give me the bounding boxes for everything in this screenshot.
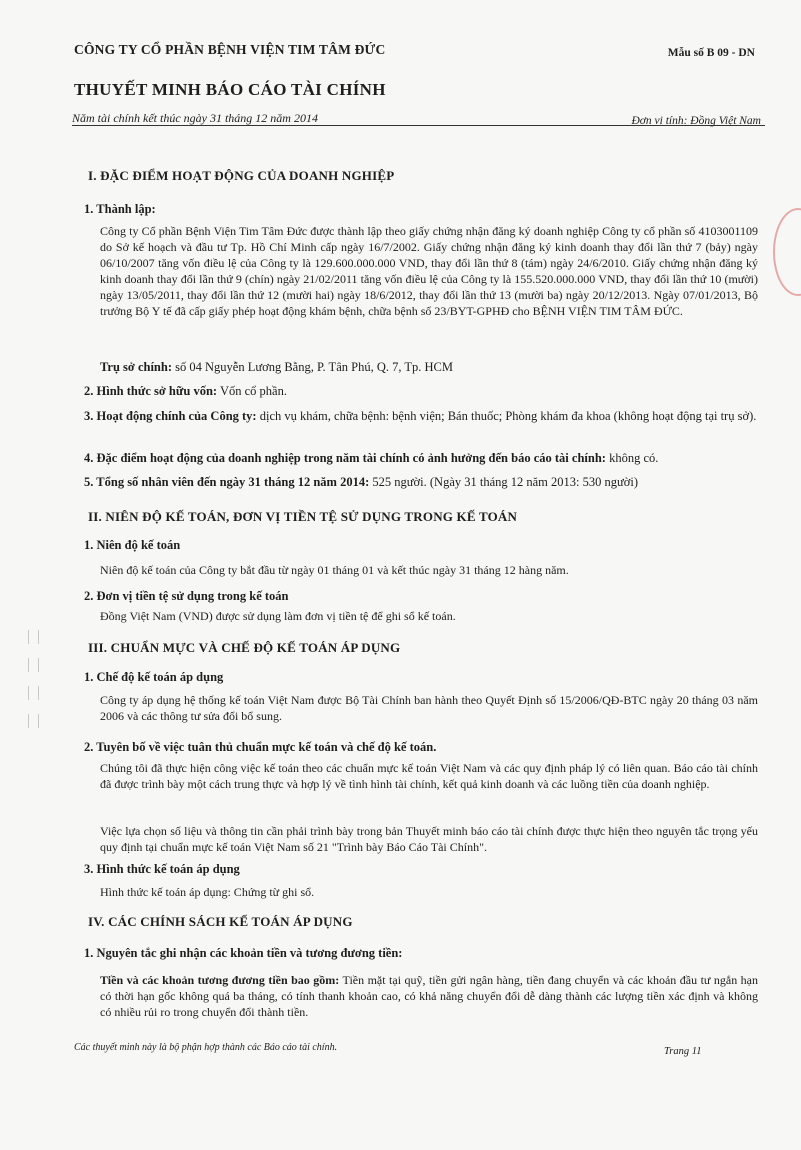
employees-label: 5. Tổng số nhân viên đến ngày 31 tháng 12 năm 2014: bbox=[84, 475, 370, 489]
margin-mark bbox=[28, 658, 39, 672]
paragraph-3-2b: Việc lựa chọn số liệu và thông tin cần phải trình bày trong bản Thuyết minh báo cáo tài chính được thực hiện theo nguyên tắc trọng yếu quy định tại chuẩn mực kế toán Việt Nam số 21 "Trình bày Báo Cáo Tài Chính". bbox=[100, 824, 758, 854]
header-divider bbox=[72, 125, 765, 126]
subheading-3-3: 3. Hình thức kế toán áp dụng bbox=[84, 862, 240, 876]
cash-equivalents-paragraph bbox=[100, 972, 758, 1020]
operation-features-line bbox=[84, 450, 758, 467]
subheading-3-2: 2. Tuyên bố về việc tuân thủ chuẩn mực kế toán và chế độ kế toán. bbox=[84, 740, 437, 754]
paragraph-3-1: Công ty áp dụng hệ thống kế toán Việt Nam được Bộ Tài Chính ban hành theo Quyết Định số 15/2006/QĐ-BTC ngày 20 tháng 03 năm 2006 và các thông tư sửa đổi bổ sung. bbox=[100, 693, 758, 723]
red-stamp-edge bbox=[773, 208, 801, 296]
main-activity-label: 3. Hoạt động chính của Công ty: bbox=[84, 409, 257, 423]
page-number: Trang 11 bbox=[664, 1046, 702, 1057]
paragraph-3-3: Hình thức kế toán áp dụng: Chứng từ ghi sổ. bbox=[100, 885, 315, 899]
subheading-1-1: 1. Thành lập: bbox=[84, 202, 156, 216]
paragraph-1-1: Công ty Cổ phần Bệnh Viện Tim Tâm Đức được thành lập theo giấy chứng nhận đăng ký doanh nghiệp Công ty cổ phần số 4103001109 do Sở kế hoạch và đầu tư Tp. Hồ Chí Minh cấp ngày 16/7/2002. Giấy chứng nhận đăng ký kinh doanh thay đổi lần thứ 7 (bảy) ngày 06/10/2007 tăng vốn điều lệ của Công ty là 129.600.000.000 VND, thay đổi lần thứ 8 (tám) ngày 24/6/2010. Giấy chứng nhận đăng ký kinh doanh thay đổi lần thứ 9 (chín) ngày 21/02/2011 tăng vốn điều lệ của Công ty là 155.520.000.000 VND, thay đổi lần thứ 10 (mười) ngày 13/05/2011, thay đổi lần thứ 12 (mười hai) ngày 18/6/2012, thay đổi lần thứ 13 (mười ba) ngày 20/12/2013. Ngày 07/01/2013, Bộ trưởng Bộ Y tế đã cấp giấy phép hoạt động khám bệnh, chữa bệnh số 23/BYT-GPHĐ cho BỆNH VIỆN TIM TÂM ĐỨC. bbox=[100, 224, 758, 318]
document-title: THUYẾT MINH BÁO CÁO TÀI CHÍNH bbox=[74, 80, 386, 99]
footer-note: Các thuyết minh này là bộ phận hợp thành các Báo cáo tài chính. bbox=[74, 1042, 338, 1053]
head-office-line bbox=[100, 359, 758, 376]
employees-line bbox=[84, 474, 758, 491]
section-heading-4: IV. CÁC CHÍNH SÁCH KẾ TOÁN ÁP DỤNG bbox=[88, 914, 353, 929]
head-office-label: Trụ sở chính: bbox=[100, 360, 172, 374]
paragraph-2-1: Niên độ kế toán của Công ty bắt đầu từ ngày 01 tháng 01 và kết thúc ngày 31 tháng 12 hàng năm. bbox=[100, 563, 569, 577]
ownership-label: 2. Hình thức sở hữu vốn: bbox=[84, 384, 218, 398]
form-number: Mẫu số B 09 - DN bbox=[667, 47, 755, 59]
section-heading-2: II. NIÊN ĐỘ KẾ TOÁN, ĐƠN VỊ TIỀN TỆ SỬ DỤNG TRONG KẾ TOÁN bbox=[88, 509, 518, 524]
subheading-4-1: 1. Nguyên tắc ghi nhận các khoản tiền và tương đương tiền: bbox=[84, 946, 403, 960]
company-name: CÔNG TY CỔ PHẦN BỆNH VIỆN TIM TÂM ĐỨC bbox=[74, 42, 386, 57]
ownership-line bbox=[84, 383, 758, 400]
section-heading-3: III. CHUẨN MỰC VÀ CHẾ ĐỘ KẾ TOÁN ÁP DỤNG bbox=[88, 640, 401, 655]
fiscal-period: Năm tài chính kết thúc ngày 31 tháng 12 năm 2014 bbox=[72, 111, 318, 125]
employees-value: 525 người. (Ngày 31 tháng 12 năm 2013: 530 người) bbox=[369, 475, 639, 489]
paragraph-2-2: Đồng Việt Nam (VND) được sử dụng làm đơn vị tiền tệ để ghi sổ kế toán. bbox=[100, 609, 456, 623]
currency-unit: Đơn vị tính: Đồng Việt Nam bbox=[631, 115, 761, 127]
section-heading-1: I. ĐẶC ĐIỂM HOẠT ĐỘNG CỦA DOANH NGHIỆP bbox=[88, 168, 395, 183]
main-activity-value: dịch vụ khám, chữa bệnh: bệnh viện; Bán thuốc; Phòng khám đa khoa (không hoạt động tại trụ sở). bbox=[256, 409, 757, 423]
binding-margin-marks bbox=[28, 630, 38, 742]
margin-mark bbox=[28, 686, 39, 700]
subheading-3-1: 1. Chế độ kế toán áp dụng bbox=[84, 670, 224, 684]
operation-features-value: không có. bbox=[605, 451, 659, 465]
cash-equivalents-value: Tiền mặt tại quỹ, tiền gửi ngân hàng, tiền đang chuyển và các khoản đầu tư ngắn hạn có thời hạn gốc không quá ba tháng, có tính thanh khoản cao, có khả năng chuyển đổi dễ dàng thành các lượng tiền xác định và không có nhiều rủi ro trong chuyển đổi thành tiền. bbox=[100, 973, 759, 1019]
subheading-2-2: 2. Đơn vị tiền tệ sử dụng trong kế toán bbox=[84, 589, 289, 603]
subheading-2-1: 1. Niên độ kế toán bbox=[84, 538, 181, 552]
main-activity-line bbox=[84, 408, 758, 425]
margin-mark bbox=[28, 714, 39, 728]
paragraph-3-2a: Chúng tôi đã thực hiện công việc kế toán theo các chuẩn mực kế toán Việt Nam và các quy định pháp lý có liên quan. Báo cáo tài chính đã được trình bày một cách trung thực và hợp lý về tình hình tài chính, kết quả kinh doanh và các luồng tiền của doanh nghiệp. bbox=[100, 761, 758, 791]
operation-features-label: 4. Đặc điểm hoạt động của doanh nghiệp trong năm tài chính có ảnh hưởng đến báo cáo tài chính: bbox=[84, 451, 606, 465]
cash-equivalents-label: Tiền và các khoản tương đương tiền bao gồm: bbox=[100, 973, 340, 987]
margin-mark bbox=[28, 630, 39, 644]
head-office-value: số 04 Nguyễn Lương Bằng, P. Tân Phú, Q. 7, Tp. HCM bbox=[172, 360, 453, 374]
ownership-value: Vốn cổ phần. bbox=[217, 384, 287, 398]
